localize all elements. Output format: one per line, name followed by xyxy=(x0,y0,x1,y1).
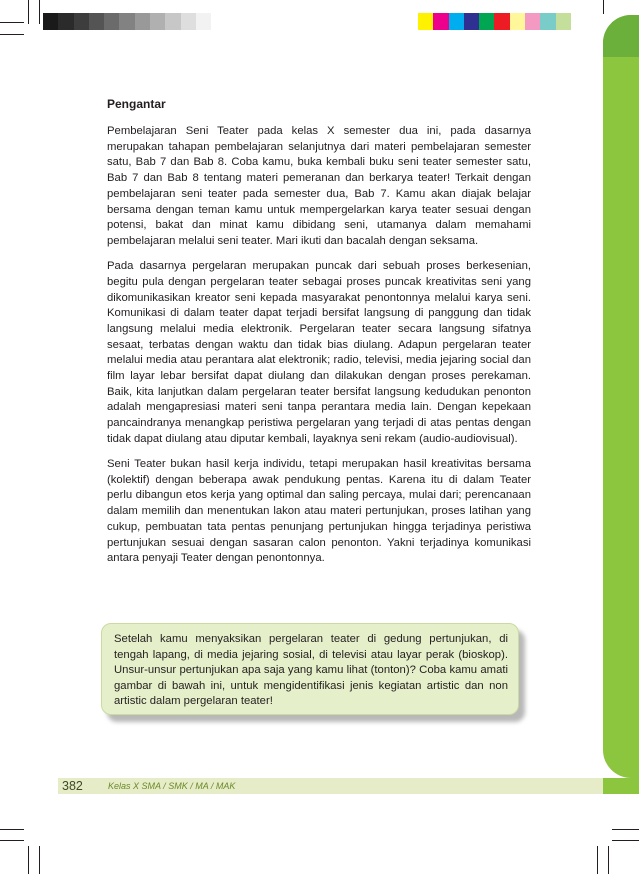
section-title: Pengantar xyxy=(107,97,166,111)
color-swatch xyxy=(433,13,448,30)
color-calibration-bar xyxy=(418,13,571,30)
paragraph-2: Pada dasarnya pergelaran merupakan puncak dari sebuah proses berkesenian, begitu pula dengan pergelaran teater sebagai proses puncak kreativitas seni yang dikomunikasikan kreator seni kepada masyarakat penontonnya melalui karya seni. Komunikasi di dalam teater dapat terjadi bersifat langsung di panggung dan tidak langsung melalui media elektronik. Pergelaran teater secara langsung sifatnya sesaat, terbatas dengan waktu dan tidak bias diulang. Adapun pergelaran teater melalui media atau perantara alat elektronik; radio, televisi, media jejaring social dan film layar lebar bersifat dapat diulang dan dilakukan dengan proses perekaman. Baik, kita lanjutkan dalam pergelaran teater bersifat langsung kedudukan penonton adalah mengapresiasi materi seni tanpa perantara media lain. Dengan kepekaan pancaindranya menangkap peristiwa pergelaran yang terjadi di atas pentas dengan tidak dapat diulang atau diputar kembali, layaknya seni rekam (audio-audiovisual). xyxy=(107,260,531,445)
page-number: 382 xyxy=(62,779,83,793)
crop-mark xyxy=(39,0,40,24)
gray-swatch xyxy=(104,13,119,30)
crop-mark xyxy=(608,846,609,874)
crop-mark xyxy=(612,840,639,841)
color-swatch xyxy=(449,13,464,30)
gray-swatch xyxy=(74,13,89,30)
crop-mark xyxy=(28,846,29,874)
crop-mark xyxy=(612,829,639,830)
gray-swatch xyxy=(150,13,165,30)
color-swatch xyxy=(494,13,509,30)
activity-callout-box xyxy=(101,623,519,715)
side-tab-band xyxy=(603,15,639,57)
crop-mark xyxy=(28,0,29,24)
crop-mark xyxy=(0,34,24,35)
gray-swatch xyxy=(89,13,104,30)
section-content xyxy=(107,97,531,576)
color-swatch xyxy=(510,13,525,30)
color-swatch xyxy=(540,13,555,30)
crop-mark xyxy=(39,846,40,874)
gray-swatch xyxy=(165,13,180,30)
gray-swatch xyxy=(58,13,73,30)
crop-mark xyxy=(0,22,24,23)
color-swatch xyxy=(418,13,433,30)
gray-swatch xyxy=(181,13,196,30)
paragraph-3: Seni Teater bukan hasil kerja individu, tetapi merupakan hasil kreativitas bersama (kolektif) dengan beberapa awak pendukung pentas. Karena itu di dalam Teater perlu dibangun etos kerja yang optimal dan saling percaya, mulai dari; perencanaan dalam memilih dan menentukan lakon atau materi pertunjukan, proses latihan yang cukup, pembuatan tata pentas penunjang pertunjukan hingga terjadinya peristiwa pertunjukan sesuai dengan sasaran calon penonton. Yakni terjadinya komunikasi antara penyaji Teater dengan penontonnya. xyxy=(107,458,531,565)
color-swatch xyxy=(464,13,479,30)
crop-mark xyxy=(0,840,24,841)
crop-mark xyxy=(0,829,24,830)
paragraph-1: Pembelajaran Seni Teater pada kelas X semester dua ini, pada dasarnya merupakan tahapan pembelajaran selanjutnya dari materi pembelajaran semester satu, Bab 7 dan Bab 8. Coba kamu, buka kembali buku seni teater semester satu, Bab 7 dan Bab 8 tentang materi pemeranan dan berkarya teater! Terkait dengan pembelajaran seni teater pada semester dua, Bab 7. Kamu akan diajak belajar bersama dengan teman kamu untuk mempergelarkan karya teater sesuai dengan potensi, bakat dan minat kamu dibidang seni, utamanya dalam memahami pembelajaran melalui seni teater. Mari ikuti dan bacalah dengan seksama. xyxy=(107,125,531,247)
crop-mark xyxy=(603,0,604,14)
callout-text: Setelah kamu menyaksikan pergelaran teater di gedung pertunjukan, di tengah lapang, di media jejaring sosial, di televisi atau layar perak (bioskop). Unsur-unsur pertunjukan apa saja yang kamu lihat (tonton)? Coba kamu amati gambar di bawah ini, untuk mengidentifikasi jenis kegiatan artistic dan non artistic dalam pergelaran teater! xyxy=(114,633,508,707)
book-label: Kelas X SMA / SMK / MA / MAK xyxy=(108,781,236,791)
footer-green-tail xyxy=(603,778,639,794)
gray-swatch xyxy=(119,13,134,30)
gray-swatch xyxy=(135,13,150,30)
crop-mark xyxy=(597,846,598,874)
grayscale-calibration-bar xyxy=(43,13,211,30)
gray-swatch xyxy=(43,13,58,30)
gray-swatch xyxy=(196,13,211,30)
color-swatch xyxy=(479,13,494,30)
color-swatch xyxy=(556,13,571,30)
chapter-side-tab xyxy=(603,15,639,778)
color-swatch xyxy=(525,13,540,30)
